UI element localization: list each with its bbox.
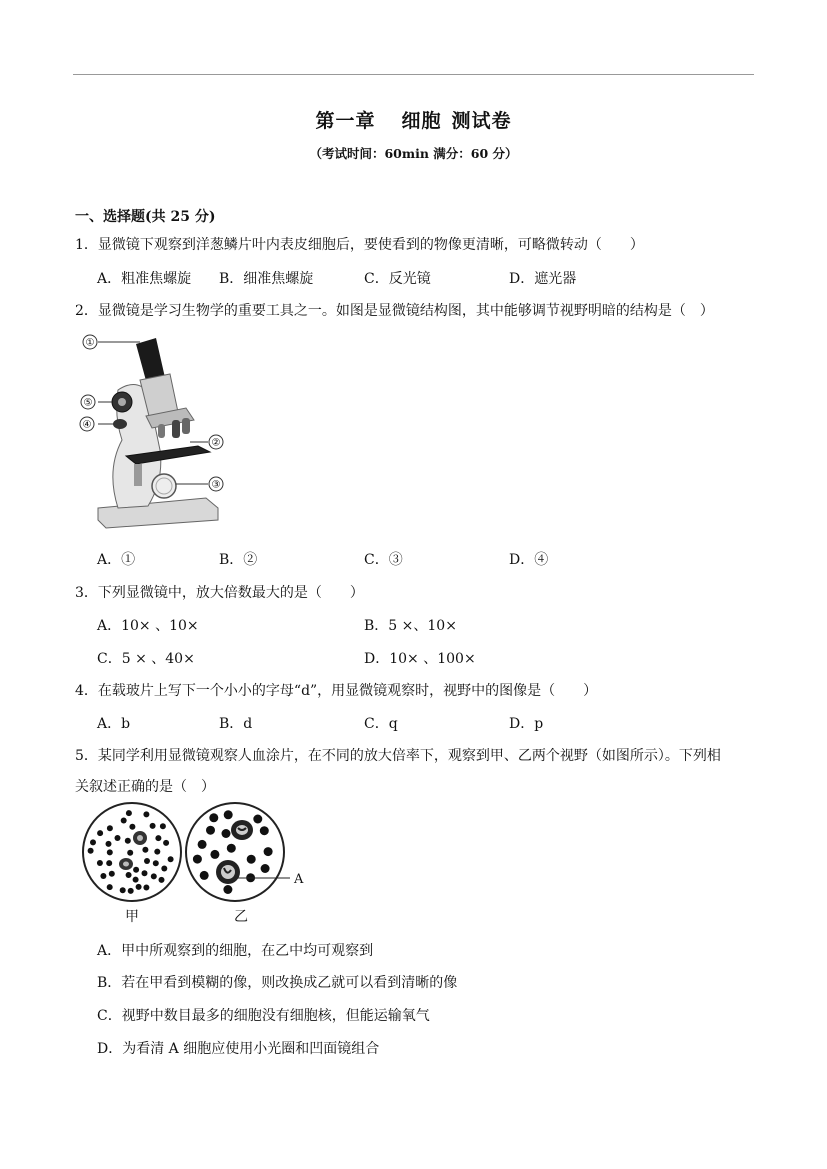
label-4: ④ bbox=[82, 419, 92, 431]
q2-option-c: C．③ bbox=[364, 552, 403, 568]
exam-info: （考试时间：60min 满分：60 分） bbox=[309, 146, 518, 161]
label-3: ③ bbox=[211, 479, 221, 491]
blood-smear-figure bbox=[80, 802, 320, 926]
field-label-yi: 乙 bbox=[234, 909, 248, 925]
q4-option-a: A．b bbox=[97, 716, 131, 732]
question-5-stem-line1: 5．某同学利用显微镜观察人血涂片，在不同的放大倍率下，观察到甲、乙两个视野（如图所示）。下列相 bbox=[75, 748, 721, 764]
q4-option-c: C．q bbox=[364, 716, 398, 732]
page-title bbox=[0, 106, 827, 133]
q2-option-d: D．④ bbox=[509, 552, 549, 568]
question-5-stem-line2: 关叙述正确的是（ ） bbox=[75, 779, 215, 795]
q3-option-a: A．10× 、10× bbox=[97, 618, 199, 634]
q5-option-c: C．视野中数目最多的细胞没有细胞核，但能运输氧气 bbox=[97, 1008, 430, 1024]
question-1-stem: 1．显微镜下观察到洋葱鳞片叶内表皮细胞后，要使看到的物像更清晰，可略微转动（ ） bbox=[75, 237, 644, 253]
label-2: ② bbox=[211, 437, 221, 449]
q3-option-c: C．5 × 、40× bbox=[97, 651, 195, 667]
q1-option-b: B．细准焦螺旋 bbox=[219, 271, 314, 287]
q2-option-a: A．① bbox=[97, 552, 136, 568]
question-4-stem: 4．在载玻片上写下一个小小的字母“d”，用显微镜观察时，视野中的图像是（ ） bbox=[75, 683, 598, 699]
microscope-figure bbox=[78, 330, 238, 540]
header-rule bbox=[73, 74, 754, 75]
label-1: ① bbox=[85, 337, 95, 349]
pointer-label-a: A bbox=[294, 872, 304, 887]
title-test: 测试卷 bbox=[451, 110, 512, 132]
q3-option-d: D．10× 、100× bbox=[364, 651, 476, 667]
q5-option-b: B．若在甲看到模糊的像，则改换成乙就可以看到清晰的像 bbox=[97, 975, 458, 991]
label-5: ⑤ bbox=[83, 397, 93, 409]
q5-option-a: A．甲中所观察到的细胞，在乙中均可观察到 bbox=[97, 943, 374, 959]
section-heading: 一、选择题(共 25 分) bbox=[75, 209, 216, 225]
q1-option-a: A．粗准焦螺旋 bbox=[97, 271, 192, 287]
q3-option-b: B．5 ×、10× bbox=[364, 618, 457, 634]
q4-option-d: D．p bbox=[509, 716, 544, 732]
q5-option-d: D．为看清 A 细胞应使用小光圈和凹面镜组合 bbox=[97, 1041, 380, 1057]
question-2-stem: 2．显微镜是学习生物学的重要工具之一。如图是显微镜结构图，其中能够调节视野明暗的结构是（ ） bbox=[75, 303, 714, 319]
question-3-stem: 3．下列显微镜中，放大倍数最大的是（ ） bbox=[75, 585, 364, 601]
title-topic: 细胞 bbox=[401, 110, 442, 132]
q2-option-b: B．② bbox=[219, 552, 258, 568]
q4-option-b: B．d bbox=[219, 716, 253, 732]
title-chapter: 第一章 bbox=[315, 110, 376, 132]
field-label-jia: 甲 bbox=[125, 909, 139, 925]
q1-option-c: C．反光镜 bbox=[364, 271, 431, 287]
q1-option-d: D．遮光器 bbox=[509, 271, 577, 287]
